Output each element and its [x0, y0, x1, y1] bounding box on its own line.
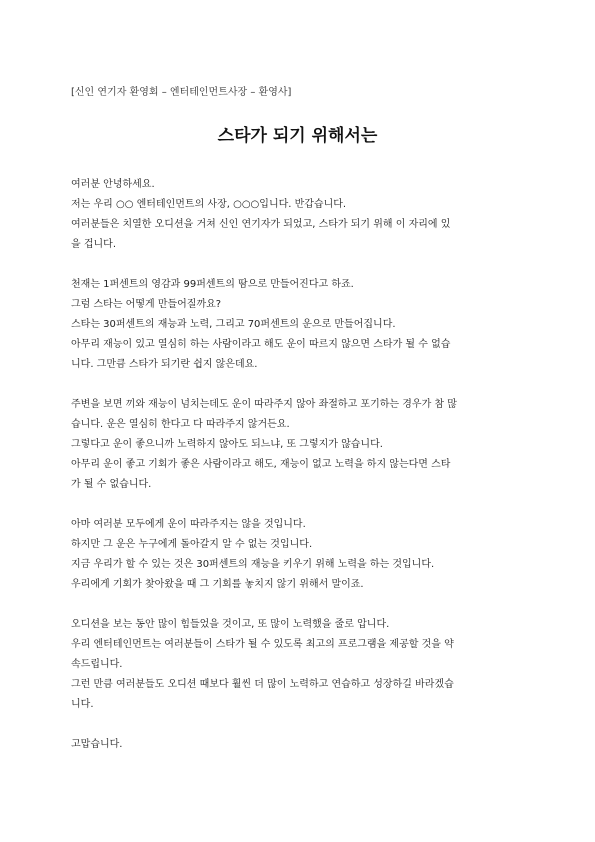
paragraph [71, 175, 529, 255]
paragraph-line: 그렇다고 운이 좋으니까 노력하지 않아도 되느냐, 또 그렇지가 않습니다. [71, 439, 383, 450]
paragraph-line: 지금 우리가 할 수 있는 것은 30퍼센트의 재능을 키우기 위해 노력을 하는 것입니다. [71, 559, 435, 570]
paragraph [71, 395, 529, 495]
paragraph-line: 속드립니다. [71, 659, 123, 670]
paragraph-line: 스타는 30퍼센트의 재능과 노력, 그리고 70퍼센트의 운으로 만들어집니다. [71, 319, 396, 330]
paragraph-line: 여러분 안녕하세요. [71, 179, 155, 190]
paragraph-line: 우리에게 기회가 찾아왔을 때 그 기회를 놓치지 않기 위해서 말이죠. [71, 579, 364, 590]
paragraph-line: 하지만 그 운은 누구에게 돌아갈지 알 수 없는 것입니다. [71, 539, 313, 550]
paragraph-line: 여러분들은 치열한 오디션을 거쳐 신인 연기자가 되었고, 스타가 되기 위해 이 자리에 있 [71, 219, 451, 230]
paragraph [71, 275, 529, 375]
paragraph-line: 니다. [71, 699, 94, 710]
paragraph-line: 습니다. 운은 열심히 한다고 다 따라주지 않거든요. [71, 419, 290, 430]
paragraph-line: 가 될 수 없습니다. [71, 479, 152, 490]
paragraph-line: 우리 엔터테인먼트는 여러분들이 스타가 될 수 있도록 최고의 프로그램을 제공할 것을 약 [71, 639, 454, 650]
paragraph-line: 그런 만큼 여러분들도 오디션 때보다 훨씬 더 많이 노력하고 연습하고 성장하길 바라겠습 [71, 679, 454, 690]
document-title: 스타가 되기 위해서는 [217, 126, 378, 146]
paragraph-line: 저는 우리 ○○ 엔터테인먼트의 사장, ○○○입니다. 반갑습니다. [71, 199, 347, 210]
paragraph [71, 735, 529, 755]
paragraph-line: 천재는 1퍼센트의 영감과 99퍼센트의 땀으로 만들어진다고 하죠. [71, 279, 354, 290]
document-body [71, 175, 529, 775]
paragraph-line: 아무리 재능이 있고 열심히 하는 사람이라고 해도 운이 따르지 않으면 스타가 될 수 없습 [71, 339, 451, 350]
paragraph-line: 고맙습니다. [71, 739, 123, 750]
paragraph [71, 615, 529, 715]
paragraph-line: 을 겁니다. [71, 239, 116, 250]
paragraph-line: 아무리 운이 좋고 기회가 좋은 사람이라고 해도, 재능이 없고 노력을 하지 않는다면 스타 [71, 459, 451, 470]
paragraph-line: 주변을 보면 끼와 재능이 넘치는데도 운이 따라주지 않아 좌절하고 포기하는 경우가 참 많 [71, 399, 457, 410]
paragraph-line: 아마 여러분 모두에게 운이 따라주지는 않을 것입니다. [71, 519, 306, 530]
paragraph-line: 니다. 그만큼 스타가 되기란 쉽지 않은데요. [71, 359, 258, 370]
paragraph [71, 515, 529, 595]
paragraph-line: 그럼 스타는 어떻게 만들어질까요? [71, 299, 222, 310]
paragraph-line: 오디션을 보는 동안 많이 힘들었을 것이고, 또 많이 노력했을 줄로 압니다. [71, 619, 390, 630]
document-header: [신인 연기자 환영회 – 엔터테인먼트사장 – 환영사] [71, 87, 292, 98]
